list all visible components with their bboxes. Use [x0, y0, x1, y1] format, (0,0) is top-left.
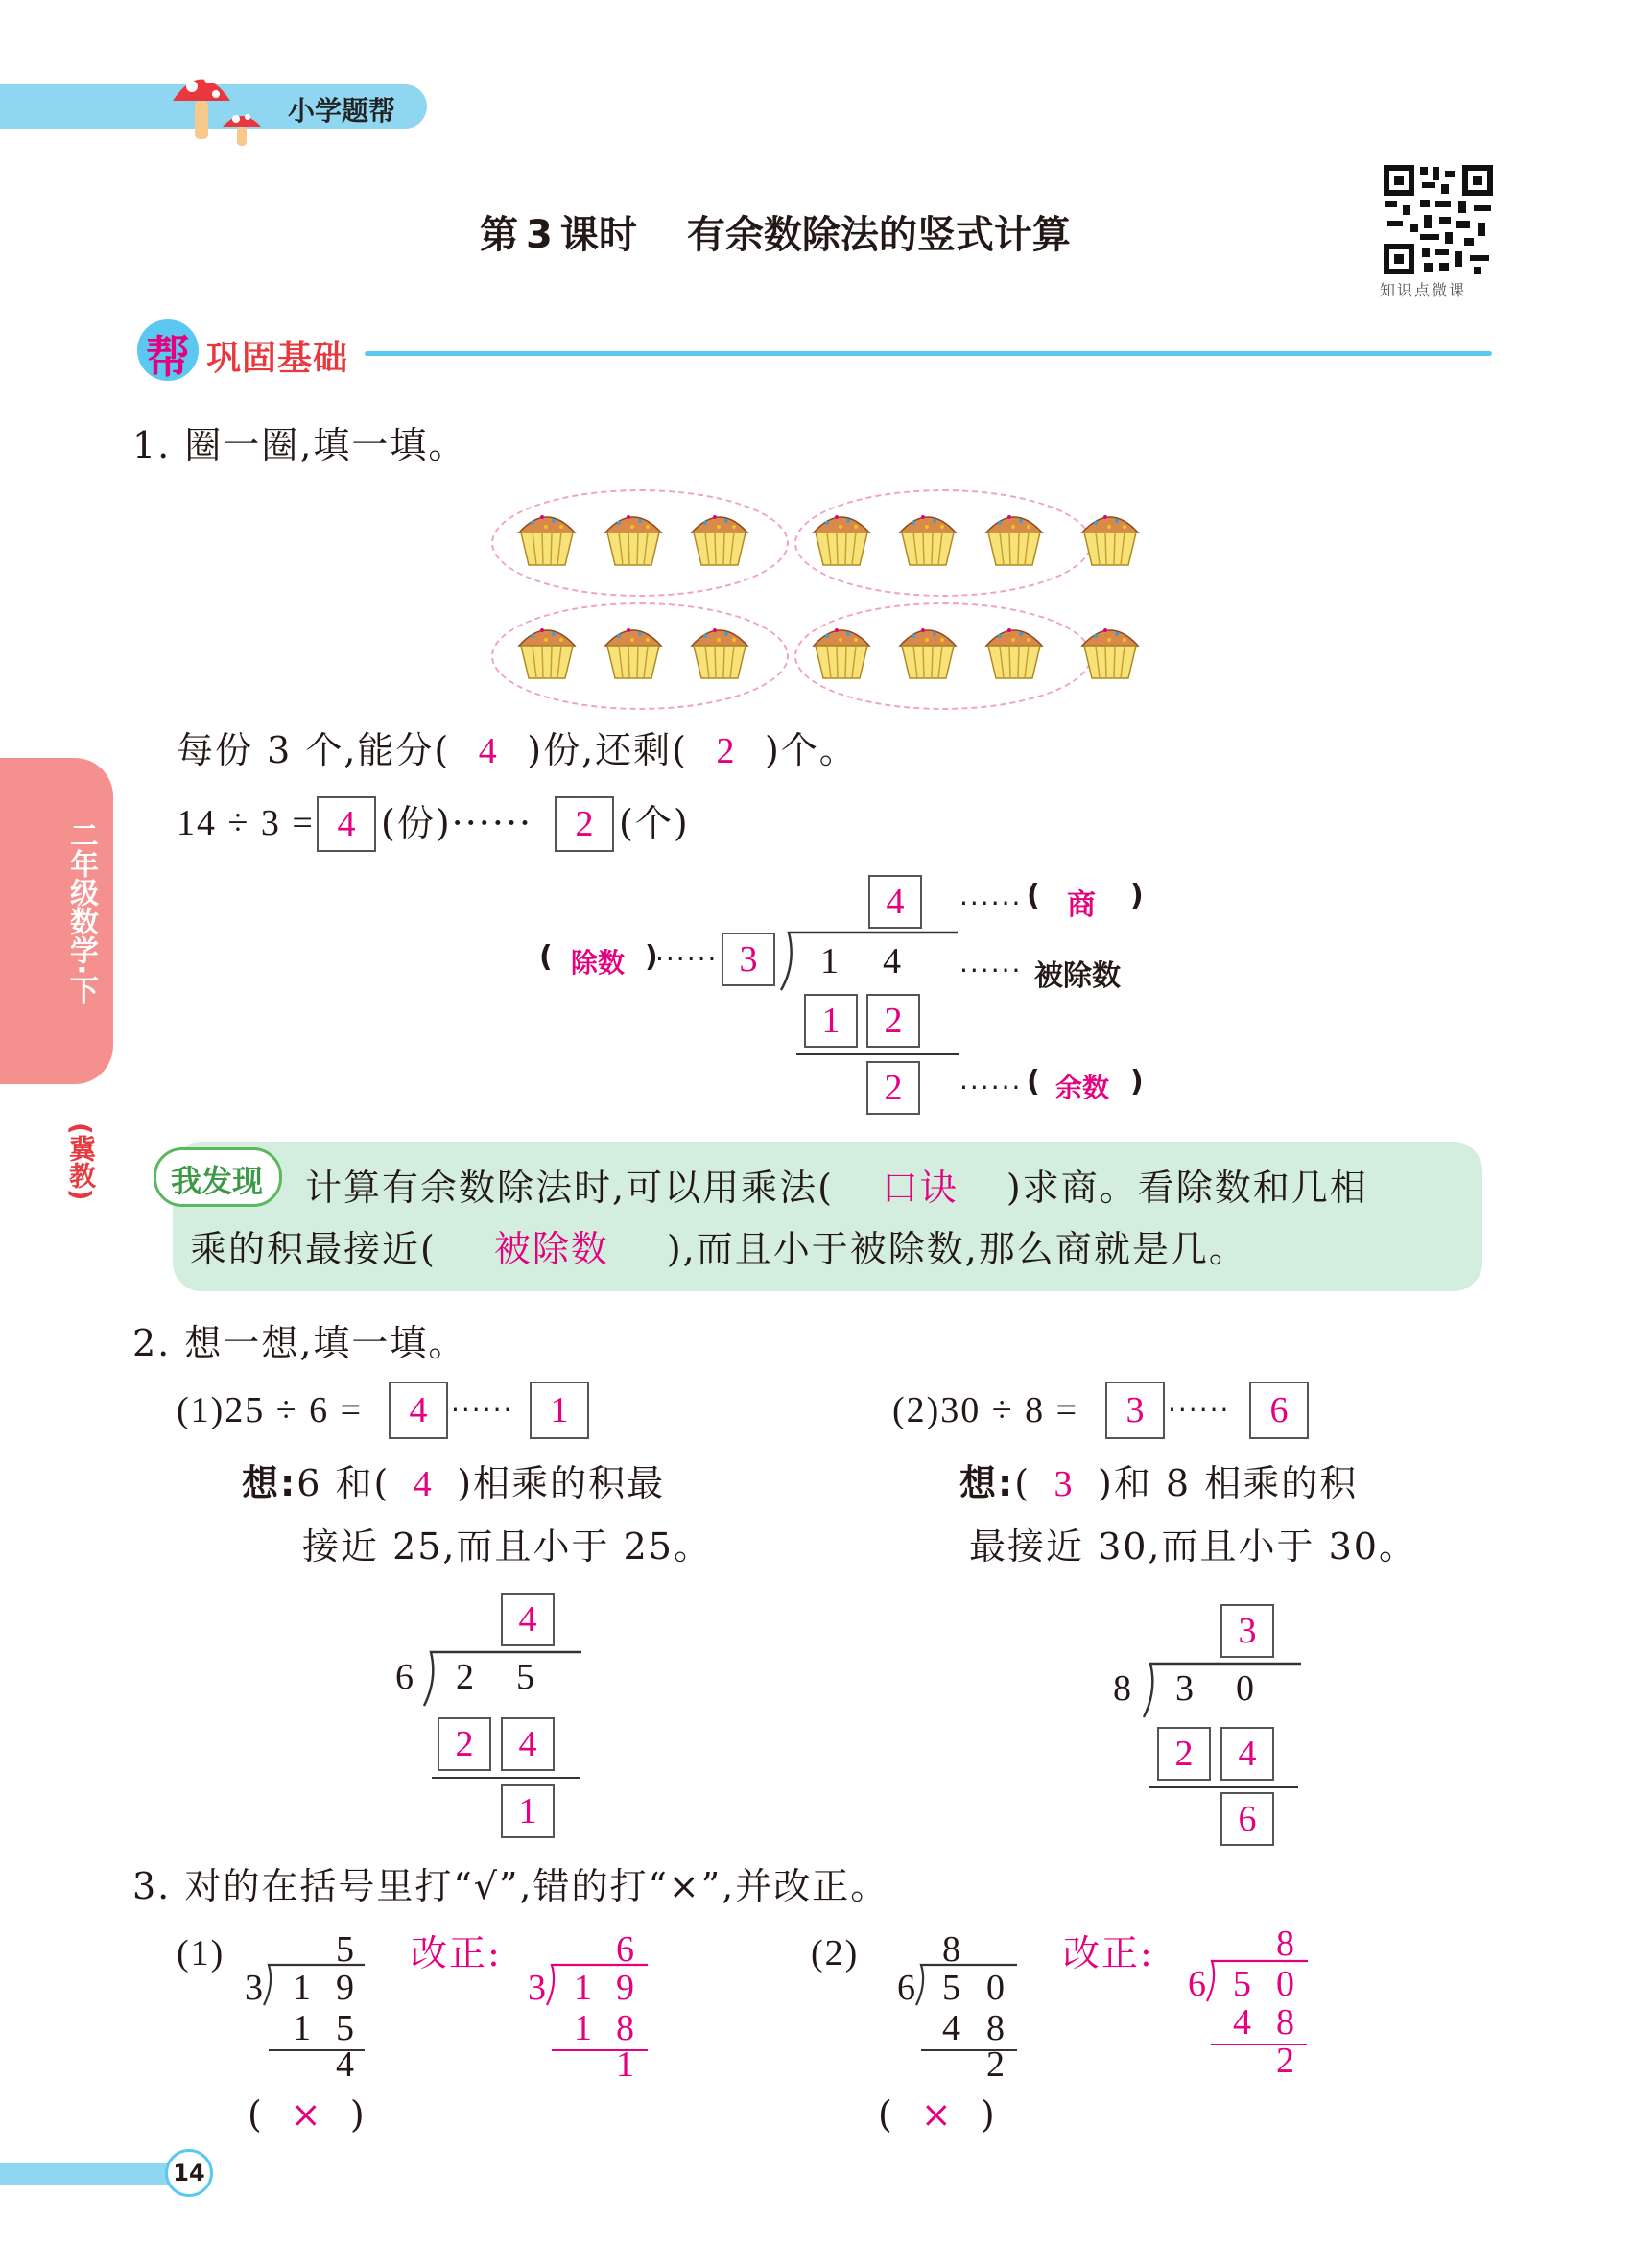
q3p1-fix-quotient[interactable]: 6	[616, 1929, 636, 1970]
q1-quotient-label[interactable]: 商	[1067, 888, 1096, 922]
q3p1-product-1: 1	[293, 2008, 313, 2048]
cupcake-icon	[894, 504, 961, 571]
q3p2-fix-dividend-1: 5	[1233, 1964, 1253, 2004]
q2p2-think-1	[959, 1462, 1358, 1505]
q3p1-fix-dividend-1: 1	[574, 1968, 594, 2008]
q1-eq-lhs: 14 ÷ 3 =	[177, 803, 315, 843]
q3p2-dividend-1: 5	[942, 1968, 962, 2008]
q2p2-think-label: 想:	[959, 1462, 1015, 1504]
q3p1-dividend-1: 1	[293, 1968, 313, 2008]
q3p2-dividend-2: 0	[986, 1968, 1006, 2008]
q2p2-div-dividend-2: 0	[1236, 1668, 1256, 1709]
q1-remainder-lp: (	[1027, 1065, 1040, 1099]
q2p2-dots: ······	[1168, 1394, 1231, 1426]
q1-line1	[177, 729, 858, 772]
q2p2-div-divisor: 8	[1113, 1668, 1133, 1709]
q1-dividend-digit-2: 4	[883, 941, 903, 981]
cupcake-icon	[808, 504, 875, 571]
q2p1-div-dividend-2: 5	[516, 1657, 536, 1697]
q1-remainder-dots: ······	[959, 1072, 1023, 1103]
q2p1-lhs: (1)25 ÷ 6 =	[177, 1390, 364, 1430]
q2p1-div-product-2[interactable]: 4	[501, 1717, 555, 1771]
q3p2-fix-quotient[interactable]: 8	[1276, 1924, 1296, 1964]
cupcake-icon	[513, 504, 580, 571]
q1-eq-unit1: (份)······	[381, 802, 533, 844]
discover-line2	[190, 1228, 1247, 1270]
q2p1-think-2: 接近 25,而且小于 25。	[302, 1525, 712, 1568]
q3p1-quotient: 5	[336, 1929, 356, 1970]
side-tab-grade: 二年级数学·下	[64, 820, 98, 1004]
lesson-title	[480, 204, 1071, 259]
q2p2-div-dividend-1: 3	[1175, 1668, 1196, 1709]
section-icon-char: 帮	[146, 331, 190, 383]
q1-product-box-2[interactable]: 2	[866, 994, 920, 1048]
q3p2-label: (2)	[811, 1933, 860, 1973]
q1-divisor-box[interactable]: 3	[722, 933, 775, 986]
cupcake-icon	[981, 617, 1048, 684]
discover-line1-a: 计算有余数除法时,可以用乘法(	[305, 1167, 834, 1209]
q1-divisor-dots: ······	[655, 943, 719, 975]
section-underline	[365, 351, 1492, 356]
q2p1-subtraction-line	[432, 1777, 580, 1779]
cupcake-icon	[600, 617, 667, 684]
q2p1-think-answer[interactable]: 4	[413, 1464, 434, 1504]
q2p2-div-product-2[interactable]: 4	[1220, 1727, 1274, 1781]
discover-badge: 我发现	[171, 1163, 264, 1199]
page-number: 14	[165, 2149, 213, 2197]
q1-dividend-label: 被除数	[1034, 959, 1121, 993]
q3p2-product-2: 8	[986, 2008, 1006, 2048]
q2p1-div-divisor: 6	[395, 1657, 415, 1697]
discover-line1	[305, 1167, 1368, 1209]
cupcake-icon	[1077, 504, 1144, 571]
q1-eq-unit2: (个)	[619, 802, 690, 844]
q2-title: 2. 想一想,填一填。	[132, 1322, 467, 1364]
q3p1-fix-label: 改正:	[411, 1932, 502, 1974]
q3p2-quotient: 8	[942, 1929, 962, 1970]
q3p1-mark-answer[interactable]: ×	[290, 2093, 323, 2136]
lesson-title-mid: 课时	[559, 213, 637, 257]
division-bracket-icon	[777, 931, 959, 992]
q2p1-div-quotient[interactable]: 4	[501, 1593, 555, 1646]
q3p1-label: (1)	[177, 1933, 225, 1973]
footer-bar	[0, 2163, 192, 2185]
q2p1-dots: ······	[451, 1394, 514, 1426]
q1-answer-groups[interactable]: 4	[478, 731, 499, 771]
cupcake-icon	[981, 504, 1048, 571]
q1-line1-a: 每份 3 个,能分(	[177, 729, 451, 771]
q1-product-box-1[interactable]: 1	[804, 994, 858, 1048]
division-bracket-icon	[1140, 1662, 1303, 1719]
q3p1-fix-product-2[interactable]: 8	[616, 2008, 636, 2048]
qr-caption: 知识点微课	[1380, 281, 1467, 299]
q3p1-fix-dividend-2: 9	[616, 1968, 636, 2008]
q3p2-fix-divisor: 6	[1188, 1964, 1208, 2004]
brand-name: 小学题帮	[288, 95, 396, 127]
cupcake-icon	[1077, 617, 1144, 684]
cupcake-icon	[686, 504, 753, 571]
q2p2-remainder-box[interactable]: 6	[1249, 1382, 1309, 1439]
discover-line2-b: ),而且小于被除数,那么商就是几。	[666, 1228, 1247, 1270]
q3p2-fix-dividend-2: 0	[1276, 1964, 1296, 2004]
q1-line1-c: )个。	[764, 729, 858, 771]
q3p2-fix-product-1[interactable]: 4	[1233, 2002, 1253, 2043]
q2p2-think-answer[interactable]: 3	[1054, 1464, 1075, 1504]
mushroom-logo-icon	[163, 58, 278, 149]
q2p1-think-1	[242, 1462, 665, 1505]
cupcake-icon	[808, 617, 875, 684]
q1-dividend-dots: ······	[959, 955, 1023, 986]
q2p2-think-1b: )和 8 相乘的积	[1098, 1462, 1359, 1504]
q3p2-fix-remainder[interactable]: 2	[1276, 2041, 1296, 2081]
q2p2-quotient-box[interactable]: 3	[1105, 1382, 1165, 1439]
qr-code-icon	[1382, 163, 1495, 276]
q1-divisor-lp: (	[539, 940, 553, 974]
q2p2-think-1a: (	[1014, 1462, 1031, 1504]
q2p2-div-quotient[interactable]: 3	[1220, 1604, 1274, 1658]
q1-title: 1. 圈一圈,填一填。	[132, 424, 467, 466]
q3p1-mark: ( × )	[248, 2093, 367, 2136]
discover-answer-2[interactable]: 被除数	[493, 1228, 609, 1270]
lesson-topic: 有余数除法的竖式计算	[686, 213, 1071, 257]
q1-quotient-lp: (	[1027, 879, 1040, 912]
q3p2-fix-label: 改正:	[1063, 1932, 1154, 1974]
discover-line2-a: 乘的积最接近(	[190, 1228, 437, 1270]
q2p2-subtraction-line	[1149, 1786, 1298, 1788]
q3p1-fix-divisor: 3	[528, 1968, 548, 2008]
q2p1-think-label: 想:	[242, 1462, 297, 1504]
lesson-title-prefix: 第	[480, 213, 518, 257]
division-bracket-icon	[420, 1650, 583, 1708]
q1-line1-b: )份,还剩(	[527, 729, 688, 771]
q1-eq-remainder-box[interactable]: 2	[555, 796, 614, 852]
lesson-number: 3	[526, 213, 553, 257]
q1-subtraction-line	[796, 1053, 959, 1055]
q2p1-div-dividend-1: 2	[456, 1657, 476, 1697]
q3-title: 3. 对的在括号里打“√”,错的打“×”,并改正。	[132, 1865, 889, 1907]
q3p2-product-1: 4	[942, 2008, 962, 2048]
q1-remainder-label[interactable]: 余数	[1055, 1072, 1110, 1103]
q2p2-lhs: (2)30 ÷ 8 =	[892, 1390, 1079, 1430]
discover-answer-1[interactable]: 口诀	[881, 1167, 959, 1209]
q3p1-remainder: 4	[336, 2044, 356, 2085]
q1-divisor-rp: )	[645, 940, 658, 974]
q1-remainder-box[interactable]: 2	[866, 1061, 920, 1115]
q1-div-quotient-box[interactable]: 4	[868, 875, 922, 929]
q3p1-product-2: 5	[336, 2008, 356, 2048]
q2p2-div-remainder[interactable]: 6	[1220, 1792, 1274, 1846]
cupcake-icon	[894, 617, 961, 684]
q2p1-div-product-1[interactable]: 2	[438, 1717, 491, 1771]
cupcake-icon	[600, 504, 667, 571]
q2p1-quotient-box[interactable]: 4	[389, 1382, 448, 1439]
q1-quotient-rp: )	[1130, 879, 1144, 912]
discover-line1-b: )求商。看除数和几相	[1006, 1167, 1368, 1209]
side-tab-edition: (冀教)	[65, 1122, 97, 1201]
q1-eq-quotient-box[interactable]: 4	[317, 796, 376, 852]
q3p2-divisor: 6	[897, 1968, 917, 2008]
q3p2-mark: ( × )	[878, 2093, 997, 2136]
q2p2-div-product-1[interactable]: 2	[1157, 1727, 1211, 1781]
q3p2-remainder: 2	[986, 2044, 1006, 2085]
q3p2-mark-answer[interactable]: ×	[920, 2093, 954, 2136]
q3p1-dividend-2: 9	[336, 1968, 356, 2008]
q3p2-fix-product-2[interactable]: 8	[1276, 2002, 1296, 2043]
q3p1-fix-remainder[interactable]: 1	[616, 2044, 636, 2085]
cupcake-icon	[686, 617, 753, 684]
q2p1-think-1a: 6 和(	[296, 1462, 391, 1504]
section-title: 巩固基础	[206, 339, 349, 378]
q1-quotient-dots: ······	[959, 887, 1023, 919]
q1-answer-left[interactable]: 2	[716, 731, 737, 771]
q1-divisor-label[interactable]: 除数	[571, 947, 626, 979]
q3p1-divisor: 3	[245, 1968, 265, 2008]
q2p2-think-2: 最接近 30,而且小于 30。	[969, 1525, 1417, 1568]
q1-dividend-digit-1: 1	[820, 941, 841, 981]
q2p1-div-remainder[interactable]: 1	[501, 1784, 555, 1838]
cupcake-icon	[513, 617, 580, 684]
q2p1-think-1b: )相乘的积最	[457, 1462, 666, 1504]
q1-remainder-rp: )	[1130, 1065, 1144, 1099]
q2p1-remainder-box[interactable]: 1	[530, 1382, 589, 1439]
q3p1-fix-product-1[interactable]: 1	[574, 2008, 594, 2048]
